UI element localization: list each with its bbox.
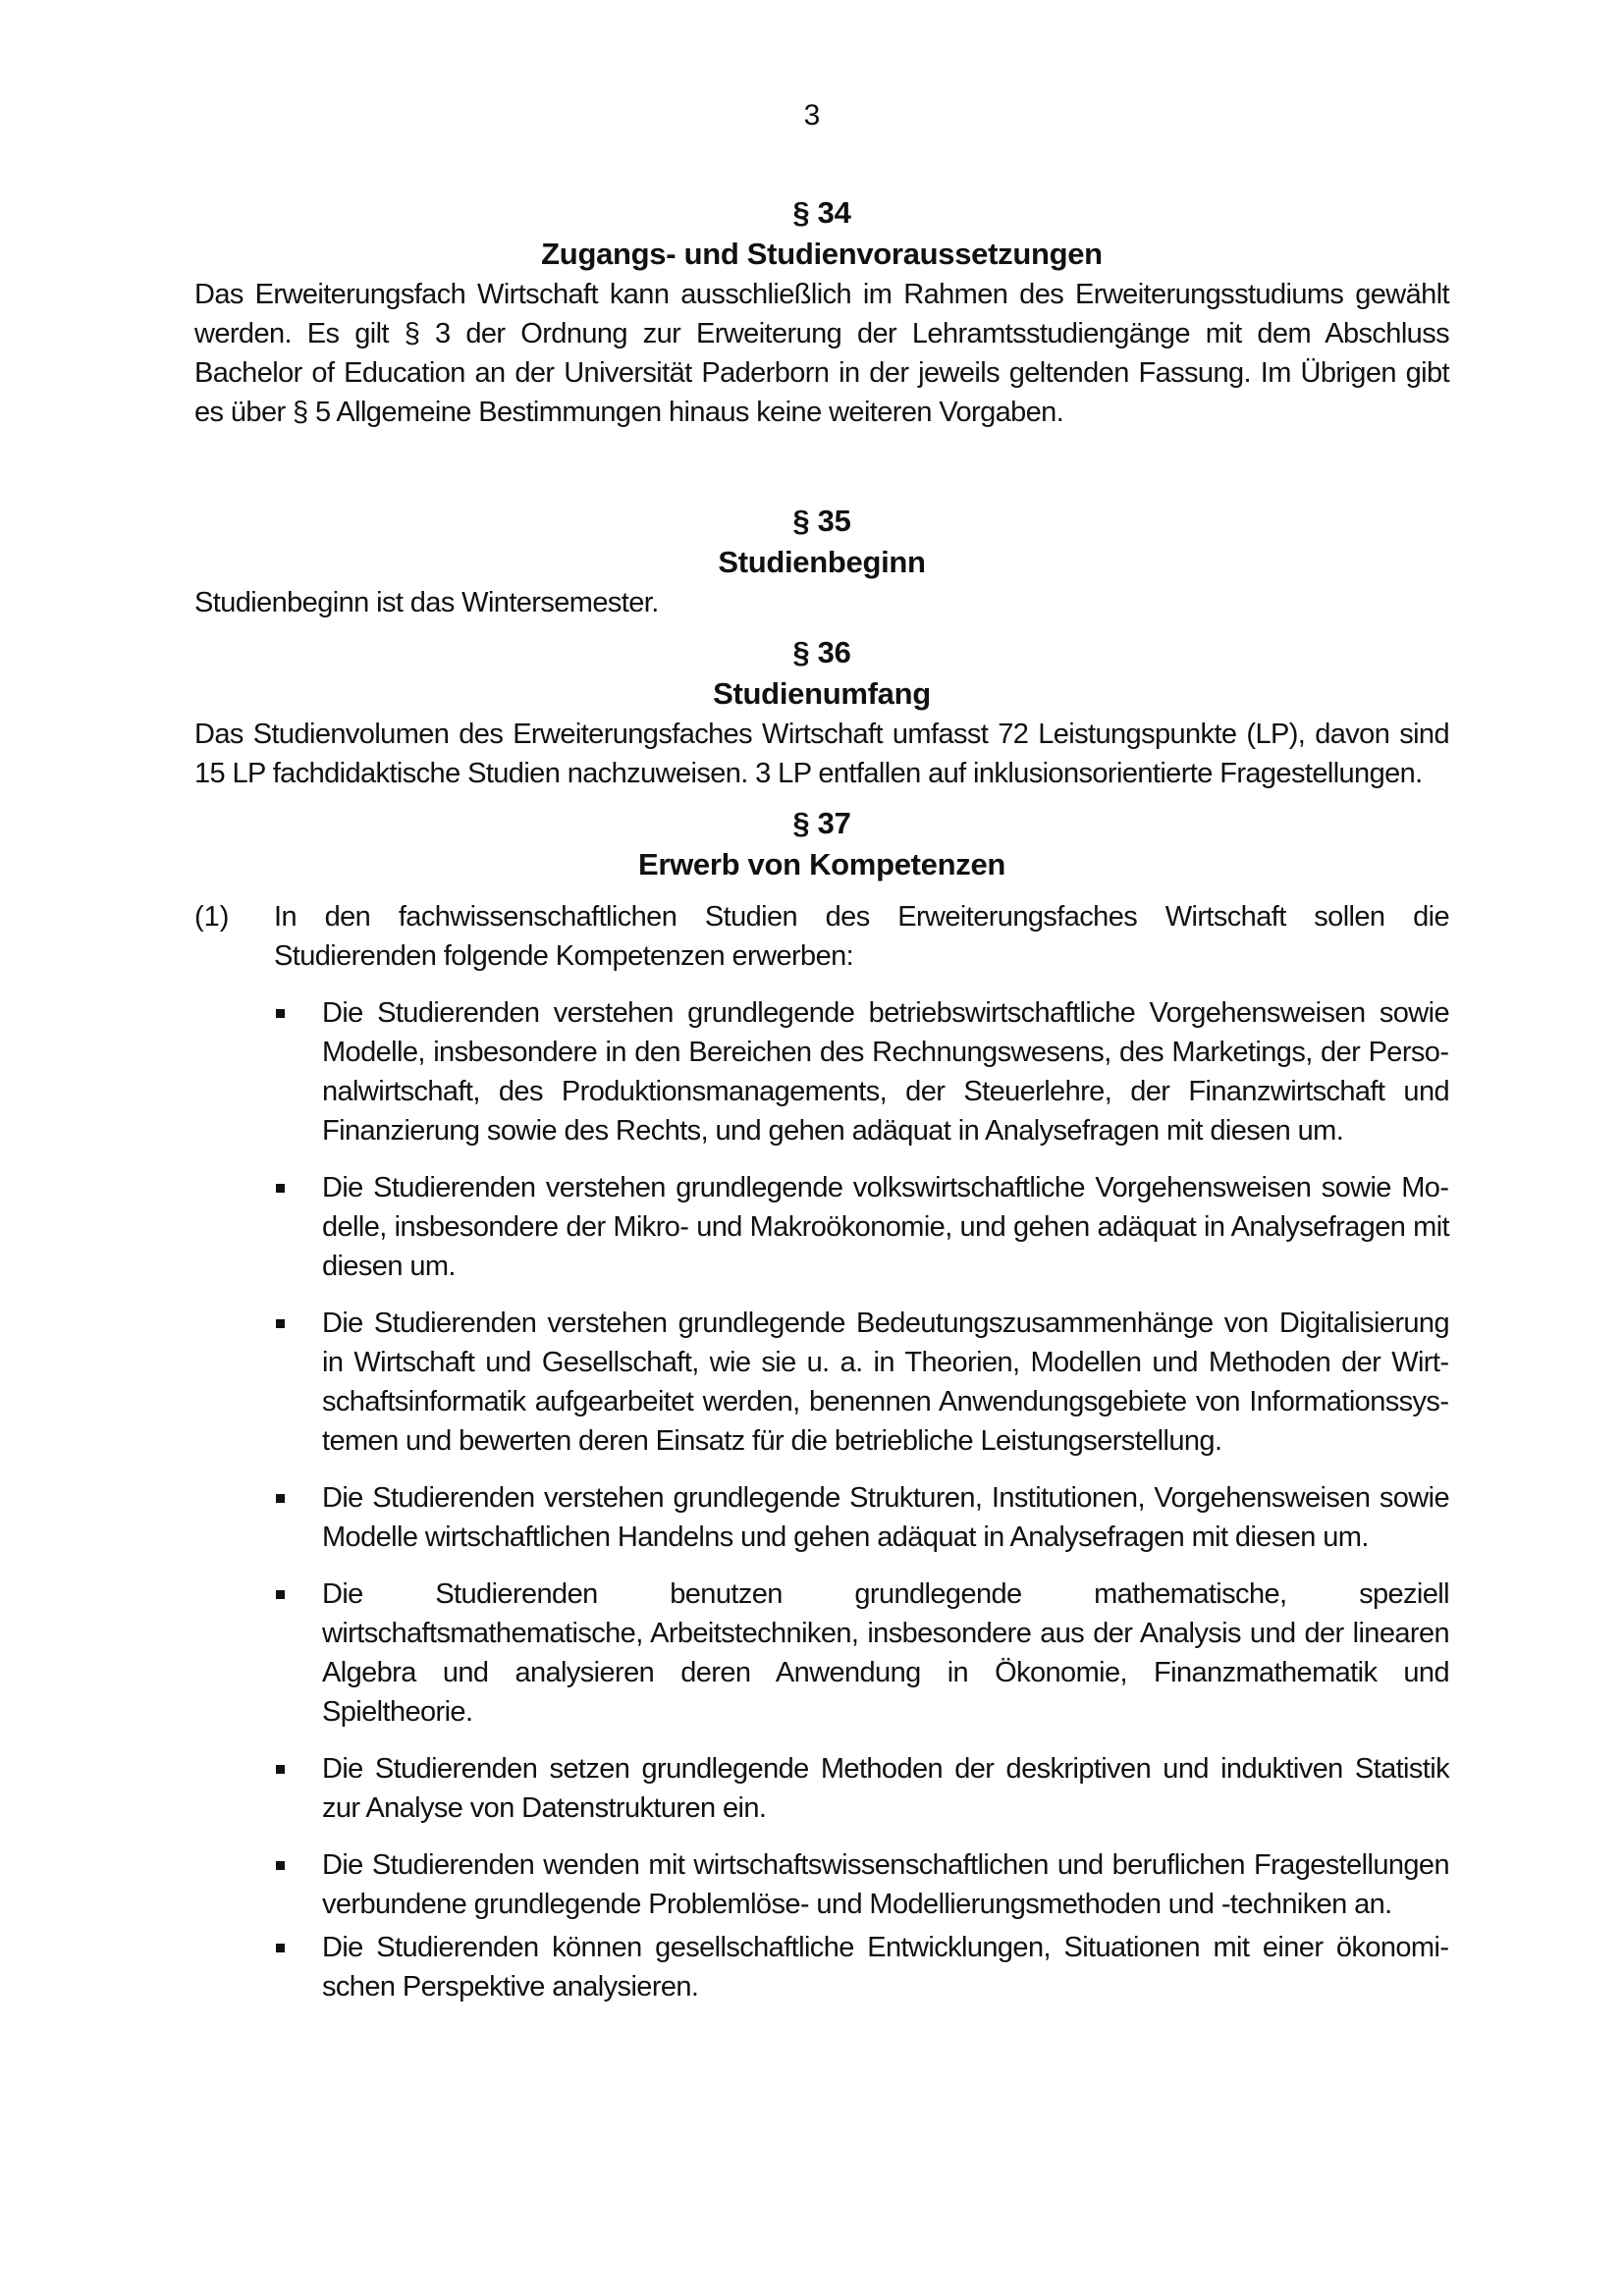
section-36 — [194, 632, 1449, 793]
list-item-text: Die Studierenden benutzen grundlegende mathematische, speziell wirtschaftsmathematische, Arbeitstechniken, insbesondere aus der Analysis und der linearen Algebra und analysieren deren Anwendung in Ökonomie, Finanzmathematik und Spieltheorie. — [322, 1578, 1449, 1728]
list-item — [274, 1304, 1449, 1461]
list-item-text: Die Studierenden verstehen grundlegende Bedeutungszusammenhänge von Digitalisierung in Wirtschaft und Gesellschaft, wie sie u. a. in Theorien, Modellen und Methoden der Wirtschaftsinformatik aufgearbeitet werden, benennen Anwendungsgebiete von Informationssystemen und bewerten deren Einsatz für die betriebliche Leistungserstellung. — [322, 1308, 1449, 1457]
section-37-title: Erwerb von Kompetenzen — [637, 847, 1006, 881]
enumerated-item-1 — [194, 897, 1449, 2006]
section-35-title: Studienbeginn — [718, 545, 926, 579]
list-item-text: Die Studierenden verstehen grundlegende volkswirtschaftliche Vorgehensweisen sowie Modelle, insbesondere der Mikro- und Makroökonomie, und gehen adäquat in Analysefragen mit diesen um. — [322, 1172, 1449, 1282]
enumerated-item-intro: In den fachwissenschaftlichen Studien des Erweiterungsfaches Wirtschaft sollen die Studierenden folgende Kompetenzen erwerben: — [274, 901, 1449, 972]
square-bullet-icon — [274, 1928, 322, 2006]
enumerated-item-number: (1) — [194, 901, 230, 933]
list-item-text: Die Studierenden verstehen grundlegende betriebswirtschaftliche Vorgehensweisen sowie Modelle, insbesondere in den Bereichen des Rechnungswesens, des Marketings, der Personalwirtschaft, des Produktionsmanagements, der Steuerlehre, der Finanzwirtschaft und Finanzierung sowie des Rechts, und gehen adäquat in Analysefragen mit diesen um. — [322, 997, 1449, 1147]
section-34 — [194, 192, 1449, 432]
section-35-number: § 35 — [792, 504, 851, 538]
section-36-paragraph: Das Studienvolumen des Erweiterungsfaches Wirtschaft umfasst 72 Leistungspunkte (LP), davon sind 15 LP fachdidaktische Studien nachzuweisen. 3 LP entfallen auf inklusionsorientierte Fragestellungen. — [194, 719, 1449, 789]
competence-list — [274, 993, 1449, 2006]
enumerated-item-content — [274, 897, 1449, 2006]
page-number: 3 — [803, 99, 821, 132]
section-35-paragraph: Studienbeginn ist das Wintersemester. — [194, 587, 659, 618]
section-36-title: Studienumfang — [713, 676, 931, 711]
square-bullet-icon — [274, 1478, 322, 1557]
list-item — [274, 1478, 1449, 1557]
section-34-title: Zugangs- und Studienvoraussetzungen — [541, 237, 1103, 271]
list-item-text: Die Studierenden setzen grundlegende Methoden der deskriptiven und induktiven Statistik zur Analyse von Datenstrukturen ein. — [322, 1753, 1449, 1824]
section-34-number: § 34 — [792, 195, 851, 230]
square-bullet-icon — [274, 993, 322, 1150]
section-36-number: § 36 — [792, 635, 851, 669]
list-item — [274, 1928, 1449, 2006]
list-item — [274, 1845, 1449, 1924]
square-bullet-icon — [274, 1845, 322, 1924]
square-bullet-icon — [274, 1168, 322, 1286]
list-item-text: Die Studierenden können gesellschaftliche Entwicklungen, Situationen mit einer ökonomischen Perspektive analysieren. — [322, 1932, 1449, 2002]
list-item — [274, 1575, 1449, 1732]
section-37 — [194, 803, 1449, 2006]
document-body — [194, 192, 1449, 2006]
list-item-text: Die Studierenden wenden mit wirtschaftswissenschaftlichen und beruflichen Fragestellungen verbundene grundlegende Problemlöse- und Modellierungsmethoden und -techniken an. — [322, 1849, 1449, 1920]
square-bullet-icon — [274, 1575, 322, 1732]
section-35 — [194, 501, 1449, 622]
list-item — [274, 993, 1449, 1150]
list-item — [274, 1749, 1449, 1828]
section-34-paragraph: Das Erweiterungsfach Wirtschaft kann ausschließlich im Rahmen des Erweiterungsstudiums gewählt werden. Es gilt § 3 der Ordnung zur Erweiterung der Lehramtsstudiengänge mit dem Abschluss Bachelor of Education an der Universität Paderborn in der jeweils geltenden Fassung. Im Übrigen gibt es über § 5 Allgemeine Bestimmungen hinaus keine weiteren Vorgaben. — [194, 279, 1449, 428]
square-bullet-icon — [274, 1749, 322, 1828]
list-item-text: Die Studierenden verstehen grundlegende Strukturen, Institutionen, Vorgehensweisen sowie Modelle wirtschaftlichen Handelns und gehen adäquat in Analysefragen mit diesen um. — [322, 1482, 1449, 1553]
list-item — [274, 1168, 1449, 1286]
section-37-number: § 37 — [792, 806, 851, 840]
square-bullet-icon — [274, 1304, 322, 1461]
